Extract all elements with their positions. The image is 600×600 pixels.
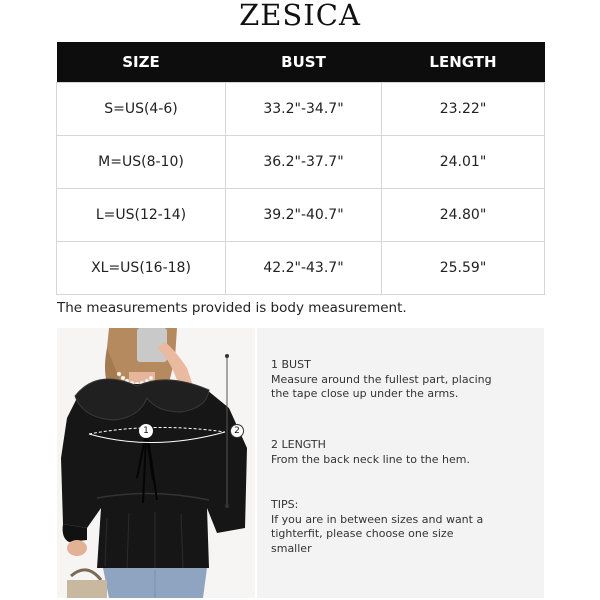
length-cell: 24.01" bbox=[382, 135, 545, 188]
size-cell: L=US(12-14) bbox=[57, 188, 226, 241]
tips-title: TIPS: bbox=[271, 498, 299, 511]
table-header-row bbox=[57, 42, 545, 82]
bust-cell: 39.2"-40.7" bbox=[226, 188, 382, 241]
table-row bbox=[57, 82, 545, 135]
tips-guide bbox=[271, 498, 483, 556]
bust-marker-label: 1 bbox=[143, 426, 149, 436]
bust-marker bbox=[139, 424, 153, 438]
length-cell: 23.22" bbox=[382, 82, 545, 135]
length-guide-text: From the back neck line to the hem. bbox=[271, 452, 470, 466]
measurement-note: The measurements provided is body measurement. bbox=[57, 300, 407, 316]
table-row bbox=[57, 241, 545, 294]
size-cell: XL=US(16-18) bbox=[57, 241, 226, 294]
tips-text-1: If you are in between sizes and want a bbox=[271, 512, 484, 526]
bust-guide-text-2: the tape close up under the arms. bbox=[271, 387, 459, 400]
model-illustration bbox=[57, 328, 255, 598]
bust-guide-title: 1 BUST bbox=[271, 358, 311, 371]
bust-cell: 36.2"-37.7" bbox=[226, 135, 382, 188]
header-bust: BUST bbox=[226, 42, 382, 82]
bust-guide bbox=[271, 358, 492, 402]
header-length: LENGTH bbox=[382, 42, 545, 82]
size-cell: M=US(8-10) bbox=[57, 135, 226, 188]
size-chart-table bbox=[56, 42, 545, 295]
bust-cell: 42.2"-43.7" bbox=[226, 241, 382, 294]
length-cell: 24.80" bbox=[382, 188, 545, 241]
brand-logo: ZESICA bbox=[239, 0, 361, 32]
length-guide-title: 2 LENGTH bbox=[271, 438, 326, 451]
bust-cell: 33.2"-34.7" bbox=[226, 82, 382, 135]
length-cell: 25.59" bbox=[382, 241, 545, 294]
table-row bbox=[57, 188, 545, 241]
header-size: SIZE bbox=[57, 42, 226, 82]
length-marker-label: 2 bbox=[234, 426, 240, 436]
tips-text-3: smaller bbox=[271, 541, 312, 555]
bust-guide-text-1: Measure around the fullest part, placing bbox=[271, 372, 492, 386]
tips-text-2: tighterfit, please choose one size bbox=[271, 527, 454, 540]
length-guide bbox=[271, 438, 470, 467]
measurement-guide-panel bbox=[257, 328, 544, 598]
model-photo bbox=[57, 328, 255, 598]
length-marker bbox=[230, 424, 244, 438]
table-row bbox=[57, 135, 545, 188]
size-cell: S=US(4-6) bbox=[57, 82, 226, 135]
